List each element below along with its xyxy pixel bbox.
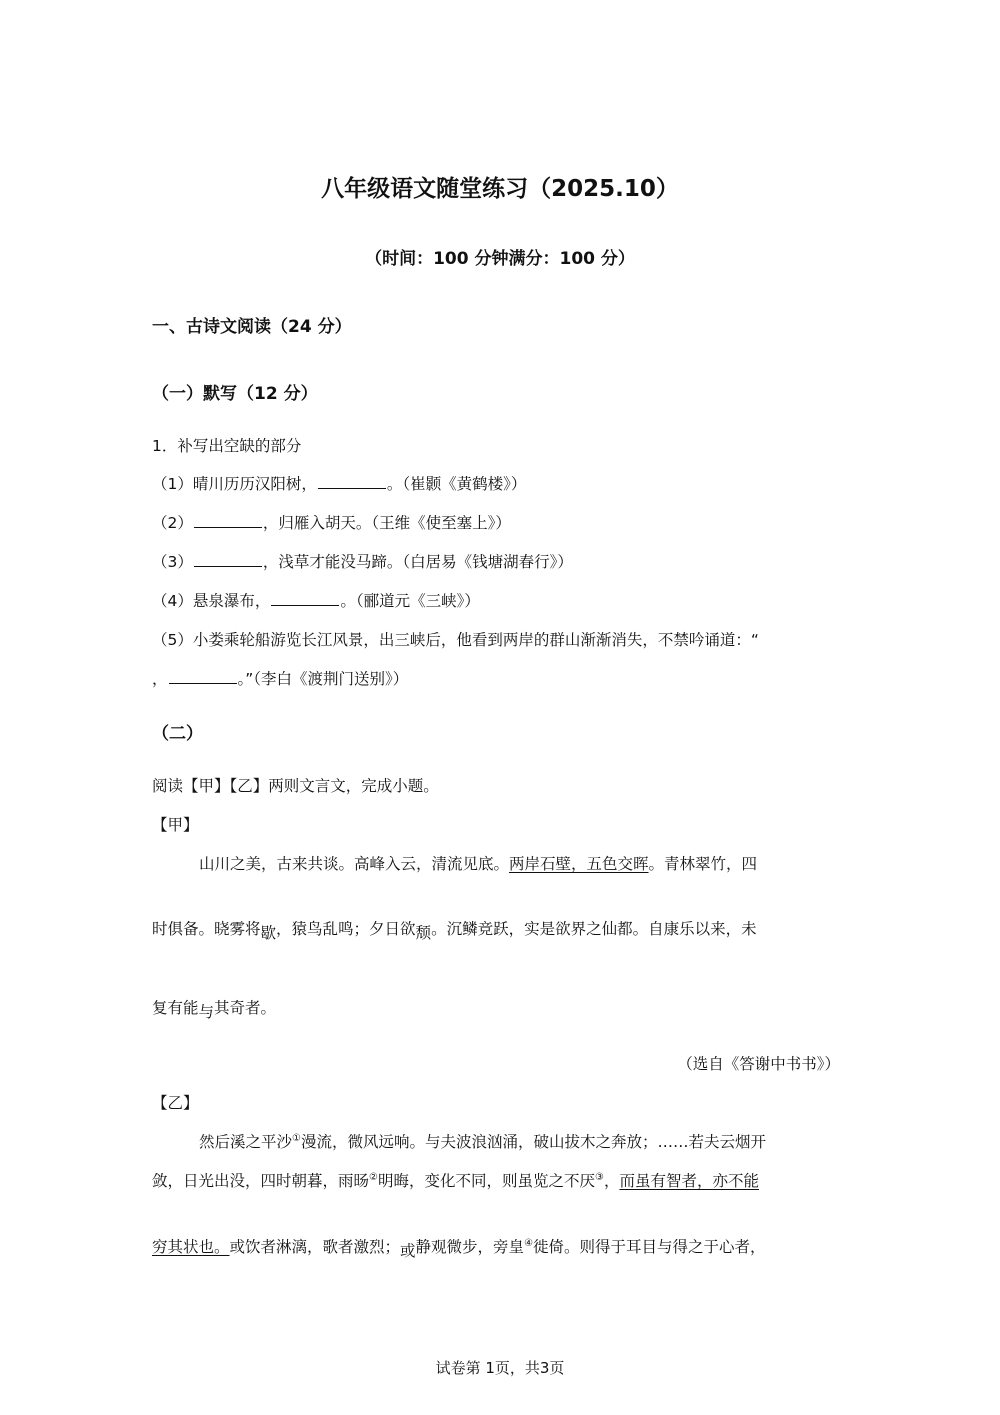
passage-jia-line2 [152, 917, 757, 942]
passage-text: 时俱备。晓雾将 [152, 920, 261, 938]
passage-yi-line2 [152, 1169, 759, 1191]
passage-text: 。沉鳞竞跃，实是欲界之仙都。自康乐以来，未 [431, 920, 757, 938]
passage-yi-line1 [199, 1130, 766, 1152]
passage-text: 明晦，变化不同，则虽览之不厌 [377, 1172, 595, 1190]
passage-text: 漫流，微风远响。与夫波浪汹涌，破山拔木之奔放；……若夫云烟开 [300, 1133, 766, 1151]
footnote-marker: ③ [595, 1172, 604, 1183]
passage-yi-line3 [152, 1235, 766, 1260]
passage-jia-line1 [199, 852, 757, 874]
passage-label-yi: 【乙】 [152, 1094, 199, 1112]
footnote-marker: ② [369, 1172, 378, 1183]
fill-item-text: 。（崔颢《黄鹤楼》） [386, 475, 527, 493]
subsection-heading-dictation: （一）默写（12 分） [152, 384, 318, 404]
passage-source: （选自《答谢中书书》） [677, 1055, 840, 1073]
fill-item-5-line1: （5）小娄乘轮船游览长江风景，出三峡后，他看到两岸的群山渐渐消失，不禁吟诵道：“ [152, 631, 759, 649]
passage-text: 复有能 [152, 999, 199, 1017]
underlined-sentence: 两岸石壁，五色交晖 [509, 855, 649, 873]
section-heading: 一、古诗文阅读（24 分） [152, 317, 352, 337]
passage-text: ，猿鸟乱鸣；夕日欲 [276, 920, 416, 938]
fill-item-text: ，浅草才能没马蹄。（白居易《钱塘湖春行》） [262, 553, 573, 571]
passage-text: 其奇者。 [214, 999, 277, 1017]
fill-item-text: 。”（李白《渡荆门送别》） [237, 670, 409, 688]
question-prompt: 1．补写出空缺的部分 [152, 437, 302, 455]
marked-word: 或 [400, 1242, 416, 1260]
marked-word: 歇 [260, 924, 277, 942]
passage-text: 徙倚。则得于耳目与得之于心者， [533, 1238, 766, 1256]
fill-item-text: （2） [152, 514, 193, 532]
fill-item-text: （4）悬泉瀑布， [152, 592, 271, 610]
passage-jia-line3 [152, 996, 277, 1021]
passage-label-jia: 【甲】 [152, 816, 199, 834]
passage-text: 山川之美，古来共谈。高峰入云，清流见底。 [199, 855, 510, 873]
underlined-sentence: 而虽有智者，亦不能 [619, 1172, 759, 1190]
fill-item-text: 。（郦道元《三峡》） [340, 592, 480, 610]
passage-text: 或饮者淋漓，歌者激烈； [229, 1238, 401, 1256]
answer-blank[interactable] [271, 591, 339, 606]
passage-text: ， [603, 1172, 620, 1190]
fill-item-3 [152, 550, 573, 572]
footnote-marker: ④ [524, 1238, 534, 1249]
exam-info: （时间：100 分钟满分：100 分） [365, 249, 635, 269]
fill-item-5-line2 [152, 667, 408, 689]
passage-text: 敛，日光出没，四时朝暮，雨旸 [152, 1172, 370, 1190]
passage-text: 静观微步，旁皇 [415, 1238, 525, 1256]
fill-item-text: （1）晴川历历汉阳树， [152, 475, 317, 493]
passage-text: 。青林翠竹，四 [648, 855, 758, 873]
fill-item-text: ， [152, 670, 168, 688]
reading-instruction: 阅读【甲】【乙】两则文言文，完成小题。 [152, 777, 439, 795]
fill-item-text: ，归雁入胡天。（王维《使至塞上》） [262, 514, 511, 532]
answer-blank[interactable] [169, 669, 237, 684]
fill-item-4 [152, 589, 480, 611]
fill-item-1 [152, 472, 526, 494]
marked-word: 与 [198, 1003, 215, 1021]
page-footer: 试卷第 1页，共3页 [435, 1359, 565, 1377]
footnote-marker: ① [292, 1133, 301, 1144]
fill-item-text: （3） [152, 553, 193, 571]
marked-word: 颓 [415, 924, 432, 942]
passage-text: 然后溪之平沙 [199, 1133, 293, 1151]
subsection-heading-reading: （二） [152, 724, 203, 744]
page-title: 八年级语文随堂练习（2025.10） [321, 176, 679, 202]
answer-blank[interactable] [194, 513, 262, 528]
fill-item-2 [152, 511, 511, 533]
answer-blank[interactable] [194, 552, 262, 567]
answer-blank[interactable] [318, 474, 386, 489]
underlined-sentence: 穷其状也。 [152, 1238, 230, 1256]
